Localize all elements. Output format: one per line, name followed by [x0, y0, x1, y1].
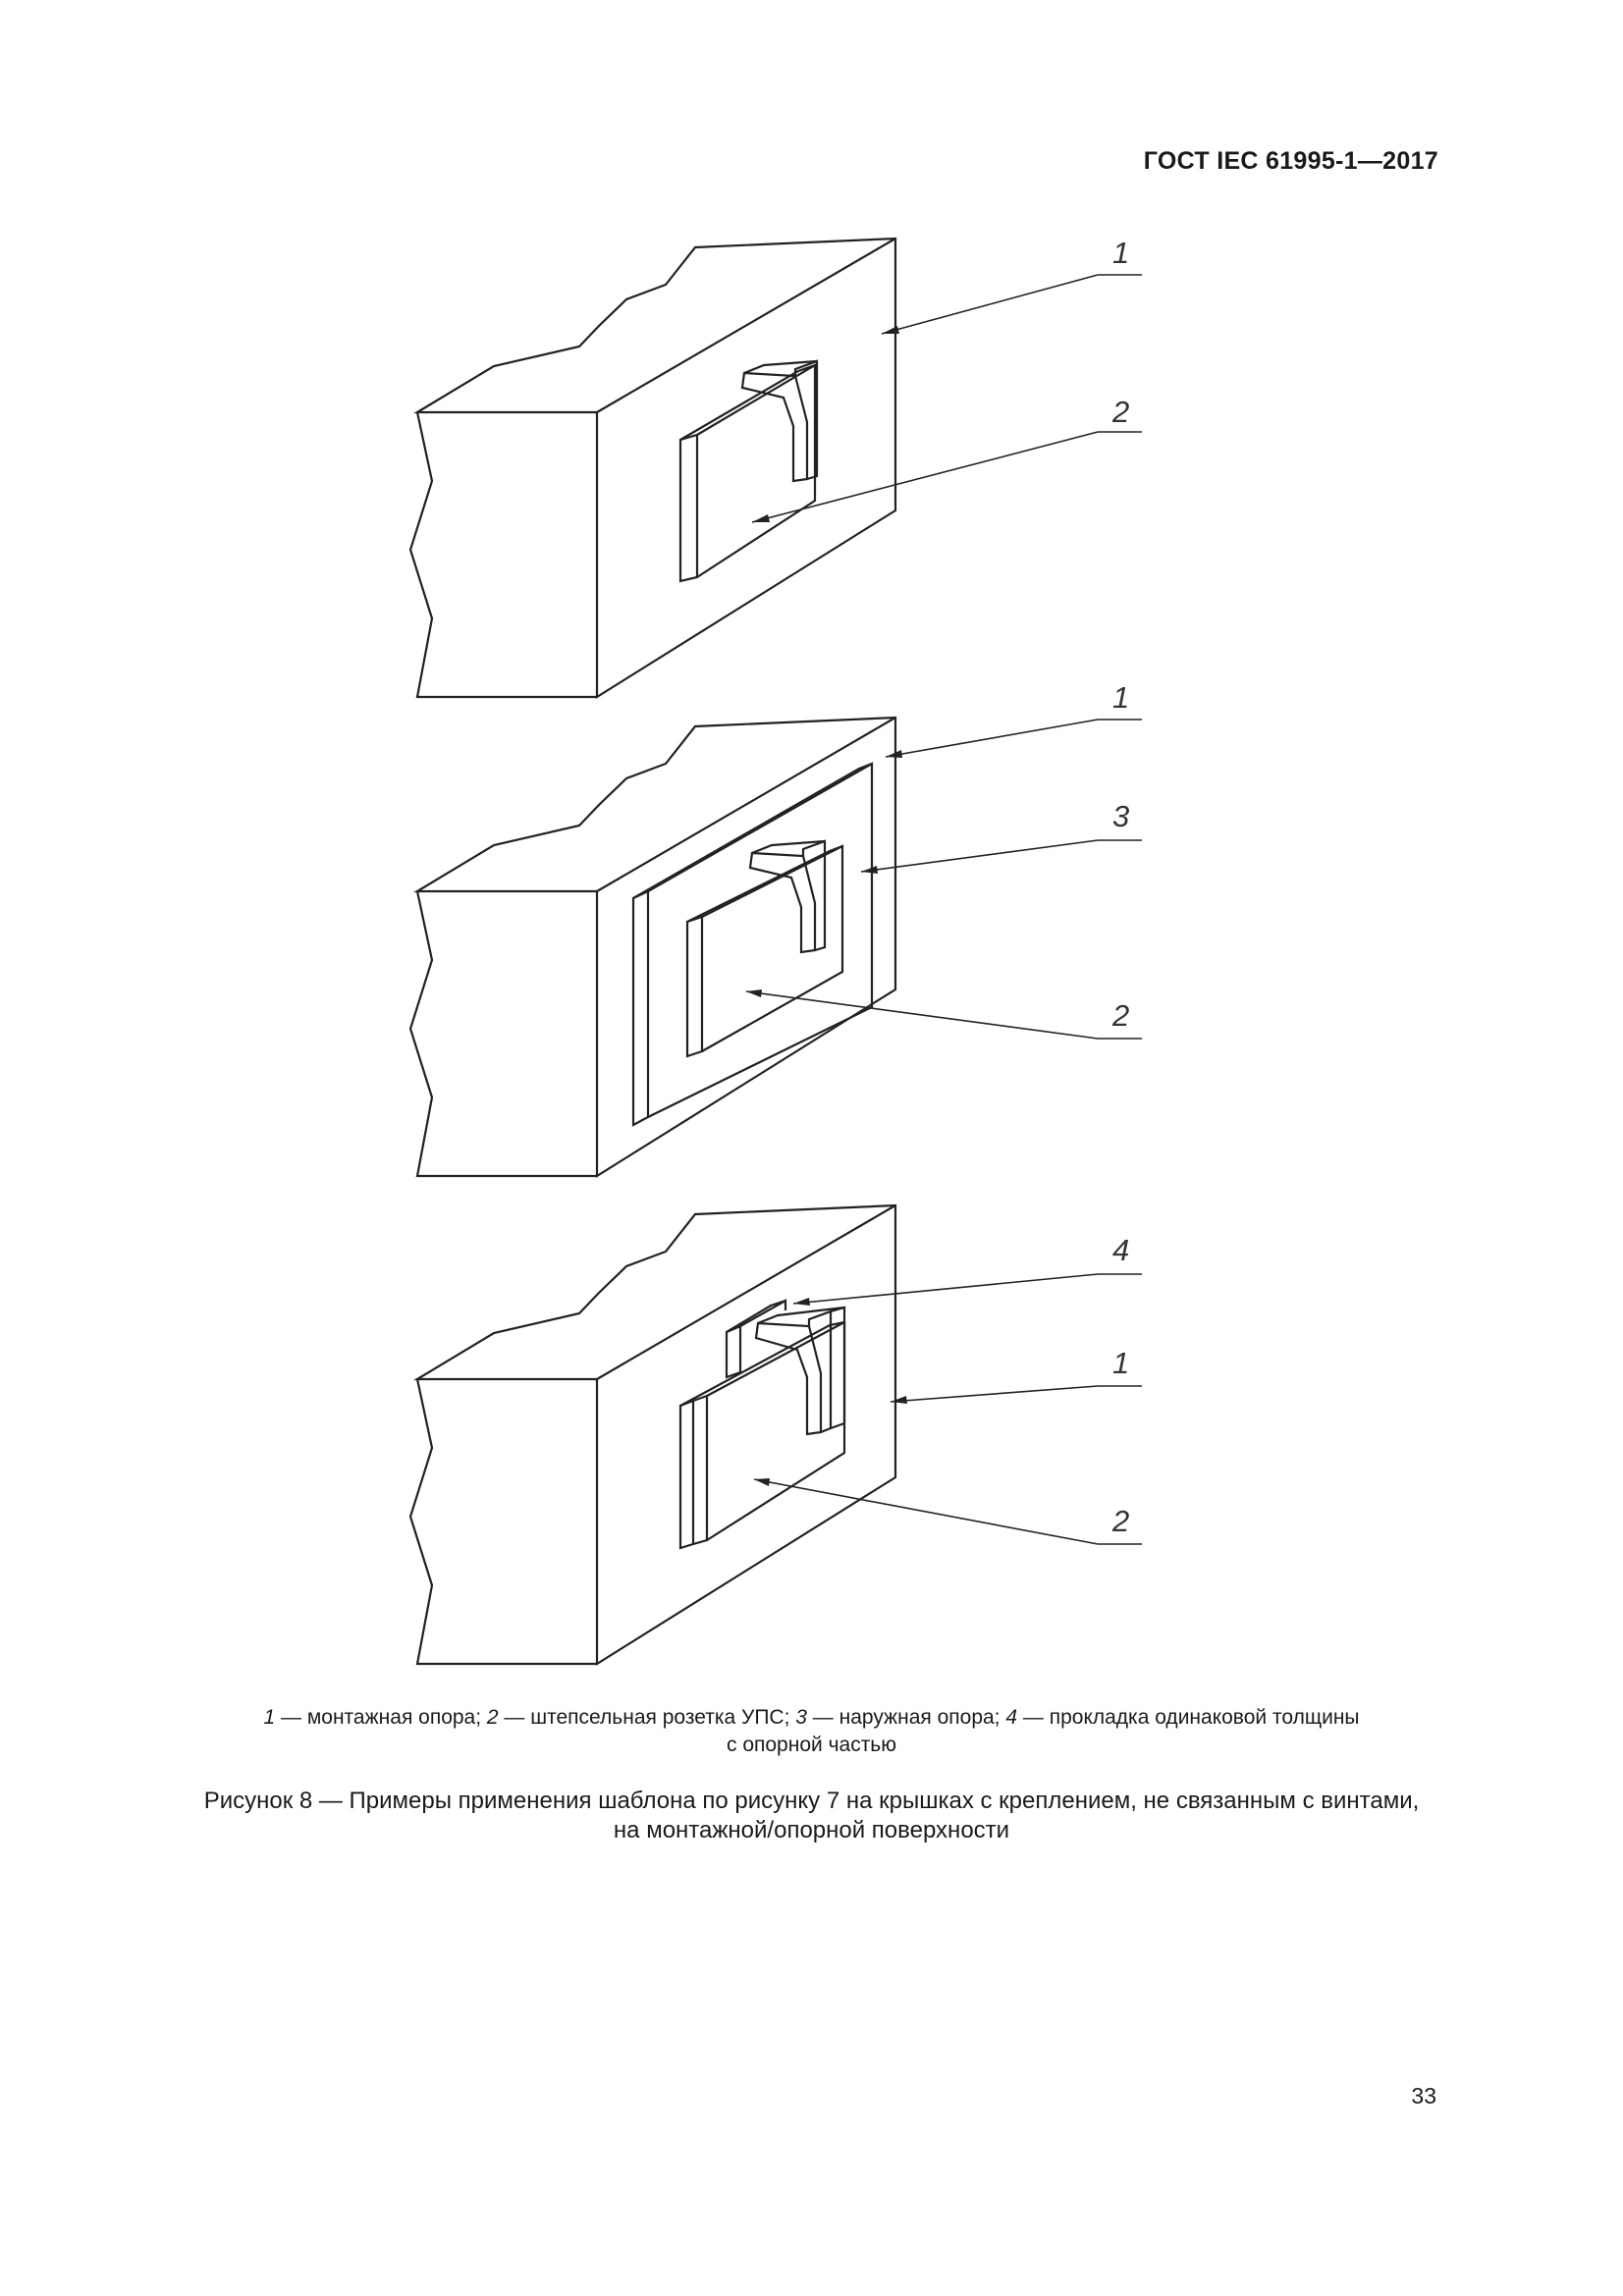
- drawing-2: [410, 680, 1142, 1176]
- legend-line-1: 1 — монтажная опора; 2 — штепсельная розетка УПС; 3 — наружная опора; 4 — прокладка одинаковой толщины: [263, 1706, 1360, 1729]
- callout-1-2: 2: [1112, 395, 1130, 429]
- callout-2-1: 1: [1112, 680, 1130, 715]
- figure-legend: [0, 1704, 1623, 1759]
- callout-2-2: 2: [1112, 998, 1130, 1033]
- standard-code: ГОСТ IEC 61995-1—2017: [1143, 147, 1438, 175]
- callout-3-1: 1: [1112, 1346, 1130, 1380]
- figure-caption: [0, 1787, 1623, 1845]
- callout-3-4: 4: [1112, 1233, 1130, 1267]
- legend-line-2: с опорной частью: [726, 1734, 896, 1756]
- caption-line-2: на монтажной/опорной поверхности: [613, 1817, 1010, 1843]
- callout-3-2: 2: [1112, 1504, 1130, 1538]
- callout-2-3: 3: [1112, 799, 1130, 833]
- drawing-3: [410, 1205, 1142, 1664]
- drawing-1: [410, 236, 1142, 697]
- caption-line-1: Рисунок 8 — Примеры применения шаблона по рисунку 7 на крышках с креплением, не связанным с винтами,: [203, 1788, 1420, 1814]
- callout-1-1: 1: [1112, 236, 1130, 270]
- page-number: 33: [1411, 2083, 1436, 2109]
